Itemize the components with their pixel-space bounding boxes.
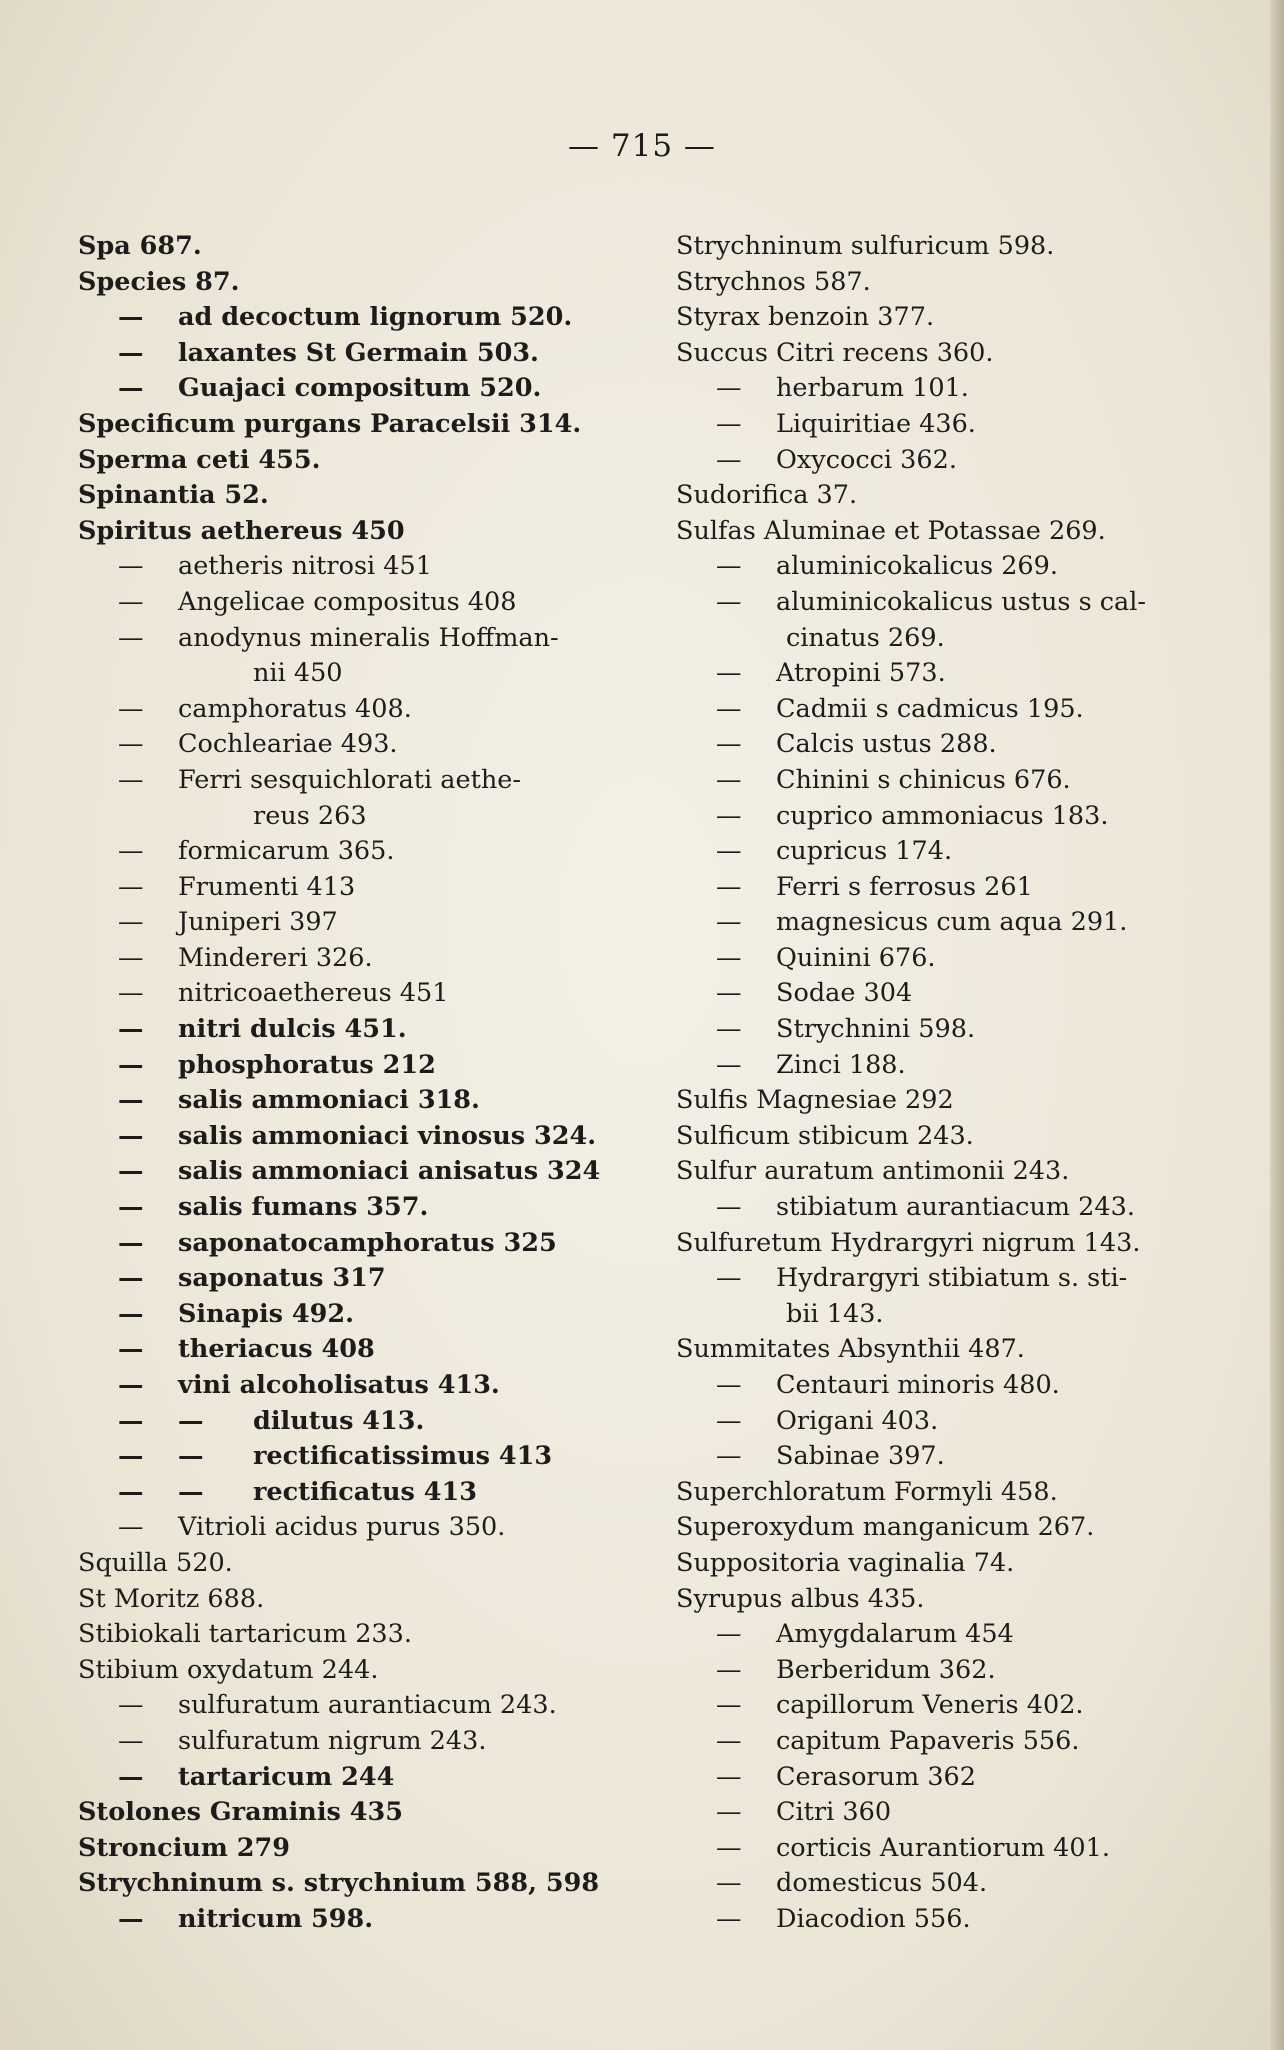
index-entry — [676, 799, 1216, 835]
index-entry-text: reus 263 — [253, 800, 367, 831]
ditto-dash: — — [178, 1405, 204, 1436]
index-entry-text: Sodae 304 — [776, 978, 913, 1009]
index-entry-text: Sudorifica 37. — [676, 480, 858, 511]
index-entry-text: Amygdalarum 454 — [776, 1619, 1014, 1650]
index-entry — [676, 1404, 1216, 1440]
index-entry-text: Syrupus albus 435. — [676, 1583, 925, 1614]
index-entry — [78, 443, 638, 479]
index-entry — [676, 1439, 1216, 1475]
ditto-dash: — — [716, 1049, 742, 1080]
index-entry — [676, 1831, 1216, 1867]
index-entry-text: Juniperi 397 — [178, 907, 338, 938]
ditto-dash: — — [716, 1441, 742, 1472]
index-entry-text: Guajaci compositum 520. — [178, 373, 542, 404]
ditto-dash: — — [118, 1903, 144, 1934]
index-entry-text: saponatocamphoratus 325 — [178, 1227, 557, 1258]
index-entry — [78, 1902, 638, 1938]
index-entry-text: salis ammoniaci vinosus 324. — [178, 1120, 597, 1151]
index-entry-text: Succus Citri recens 360. — [676, 337, 994, 368]
index-entry — [676, 1617, 1216, 1653]
ditto-dash: — — [118, 1405, 144, 1436]
index-entry-text: Species 87. — [78, 266, 240, 297]
index-entry-text: Quinini 676. — [776, 942, 936, 973]
index-entry-text: Squilla 520. — [78, 1547, 233, 1578]
index-entry-text: saponatus 317 — [178, 1263, 386, 1294]
ditto-dash: — — [716, 1370, 742, 1400]
index-entry — [676, 1083, 1216, 1119]
index-entry — [676, 1510, 1216, 1546]
ditto-dash: — — [118, 729, 144, 760]
index-entry — [78, 727, 638, 763]
ditto-dash: — — [716, 764, 742, 795]
index-entry — [78, 621, 638, 657]
index-entry — [78, 585, 638, 621]
index-entry-text: theriacus 408 — [178, 1334, 375, 1365]
ditto-dash: — — [118, 942, 144, 973]
index-entry — [78, 1261, 638, 1297]
index-entry-text: dilutus 413. — [253, 1405, 425, 1436]
index-entry-text: Spiritus aethereus 450 — [78, 515, 405, 546]
index-entry — [78, 1866, 638, 1902]
ditto-dash: — — [118, 836, 144, 867]
index-entry-text: Stolones Graminis 435 — [78, 1797, 403, 1828]
index-entry-text: laxantes St Germain 503. — [178, 337, 539, 368]
index-entry-text: camphoratus 408. — [178, 693, 412, 724]
index-entry-text: Sulfas Aluminae et Potassae 269. — [676, 515, 1106, 546]
ditto-dash: — — [118, 551, 144, 582]
index-entry-text: Superoxydum manganicum 267. — [676, 1512, 1095, 1543]
ditto-dash: — — [716, 444, 742, 475]
index-entry — [676, 1119, 1216, 1155]
index-entry-text: Sulfuretum Hydrargyri nigrum 143. — [676, 1227, 1141, 1258]
index-column-right — [676, 229, 1216, 1938]
index-entry-text: aluminicokalicus 269. — [776, 551, 1058, 582]
index-entry — [78, 514, 638, 550]
index-entry-text: Stroncium 279 — [78, 1832, 291, 1863]
index-entry — [78, 1332, 638, 1368]
ditto-dash: — — [118, 1725, 144, 1756]
index-entry — [676, 1332, 1216, 1368]
ditto-dash: — — [118, 1761, 144, 1792]
index-entry — [78, 1368, 638, 1404]
index-entry-text: rectificatus 413 — [253, 1476, 478, 1507]
ditto-dash: — — [716, 373, 742, 404]
index-entry-text: Summitates Absynthii 487. — [676, 1334, 1025, 1365]
index-entry — [78, 656, 638, 692]
index-entry-text: Sabinae 397. — [776, 1441, 945, 1472]
index-entry — [78, 1154, 638, 1190]
index-entry-text: Spinantia 52. — [78, 480, 269, 511]
ditto-dash: — — [118, 302, 144, 333]
index-entry-text: Angelicae compositus 408 — [178, 586, 517, 617]
ditto-dash: — — [118, 1370, 144, 1400]
ditto-dash: — — [716, 1619, 742, 1650]
ditto-dash: — — [118, 907, 144, 938]
ditto-dash: — — [716, 1797, 742, 1828]
index-entry — [78, 265, 638, 301]
index-entry-text: Oxycocci 362. — [776, 444, 957, 475]
index-entry-text: Specificum purgans Paracelsii 314. — [78, 408, 582, 439]
ditto-dash: — — [716, 586, 742, 617]
index-entry-text: Sulfis Magnesiae 292 — [676, 1085, 954, 1116]
index-entry — [676, 1261, 1216, 1297]
index-entry — [676, 443, 1216, 479]
index-entry-text: nii 450 — [253, 658, 343, 689]
index-entry — [78, 1012, 638, 1048]
index-entry — [676, 1902, 1216, 1938]
index-entry-text: phosphoratus 212 — [178, 1049, 436, 1080]
index-entry-text: ad decoctum lignorum 520. — [178, 302, 573, 333]
index-entry — [676, 514, 1216, 550]
index-entry — [78, 1510, 638, 1546]
ditto-dash: — — [178, 1476, 204, 1507]
index-entry — [676, 1724, 1216, 1760]
index-entry-text: corticis Aurantiorum 401. — [776, 1832, 1110, 1863]
index-entry — [78, 229, 638, 265]
index-entry-text: domesticus 504. — [776, 1868, 988, 1899]
index-entry-text: Stibium oxydatum 244. — [78, 1654, 379, 1685]
index-column-left — [78, 229, 638, 1938]
index-entry — [676, 976, 1216, 1012]
ditto-dash: — — [716, 1903, 742, 1934]
ditto-dash: — — [716, 907, 742, 938]
index-entry — [676, 1154, 1216, 1190]
index-entry-text: Calcis ustus 288. — [776, 729, 997, 760]
ditto-dash: — — [716, 658, 742, 689]
index-entry — [78, 1226, 638, 1262]
index-entry — [78, 1297, 638, 1333]
index-entry-text: Ferri sesquichlorati aethe- — [178, 764, 521, 795]
index-entry — [676, 585, 1216, 621]
ditto-dash: — — [716, 1405, 742, 1436]
ditto-dash: — — [716, 978, 742, 1009]
ditto-dash: — — [716, 1014, 742, 1045]
index-entry-text: Atropini 573. — [776, 658, 946, 689]
index-entry-text: Liquiritiae 436. — [776, 408, 976, 439]
ditto-dash: — — [716, 1192, 742, 1223]
ditto-dash: — — [716, 1725, 742, 1756]
index-entry-text: Chinini s chinicus 676. — [776, 764, 1071, 795]
index-entry — [78, 692, 638, 728]
index-entry-text: St Moritz 688. — [78, 1583, 265, 1614]
ditto-dash: — — [716, 408, 742, 439]
ditto-dash: — — [716, 1761, 742, 1792]
ditto-dash: — — [118, 1227, 144, 1258]
ditto-dash: — — [118, 978, 144, 1009]
index-entry — [676, 407, 1216, 443]
index-entry — [676, 727, 1216, 763]
index-entry-text: Hydrargyri stibiatum s. sti- — [776, 1263, 1128, 1294]
index-entry — [676, 1368, 1216, 1404]
index-entry — [676, 1475, 1216, 1511]
index-entry-text: Vitrioli acidus purus 350. — [178, 1512, 506, 1543]
index-entry — [78, 1760, 638, 1796]
index-entry — [676, 692, 1216, 728]
index-entry-text: Superchloratum Formyli 458. — [676, 1476, 1058, 1507]
ditto-dash: — — [118, 1476, 144, 1507]
index-entry-text: sulfuratum nigrum 243. — [178, 1725, 487, 1756]
index-entry-text: Strychninum sulfuricum 598. — [676, 231, 1055, 261]
index-entry — [676, 1297, 1216, 1333]
index-entry-text: Styrax benzoin 377. — [676, 302, 935, 333]
index-entry-text: vini alcoholisatus 413. — [178, 1370, 500, 1400]
ditto-dash: — — [118, 1085, 144, 1116]
index-entry — [78, 870, 638, 906]
index-entry — [78, 1404, 638, 1440]
index-entry — [78, 1439, 638, 1475]
index-entry — [676, 834, 1216, 870]
index-entry-text: formicarum 365. — [178, 836, 395, 867]
index-entry — [676, 1190, 1216, 1226]
index-entry-text: bii 143. — [786, 1298, 884, 1329]
ditto-dash: — — [118, 1690, 144, 1721]
index-entry — [78, 371, 638, 407]
index-entry-text: Berberidum 362. — [776, 1654, 996, 1685]
index-entry — [78, 1546, 638, 1582]
ditto-dash: — — [716, 729, 742, 760]
index-entry — [676, 1582, 1216, 1618]
ditto-dash: — — [716, 1690, 742, 1721]
index-entry — [78, 1653, 638, 1689]
index-entry — [676, 656, 1216, 692]
index-entry-text: Strychnos 587. — [676, 266, 871, 297]
ditto-dash: — — [118, 1441, 144, 1472]
index-entry — [78, 1119, 638, 1155]
index-entry-text: Strychnini 598. — [776, 1014, 976, 1045]
index-entry-text: herbarum 101. — [776, 373, 969, 404]
index-entry-text: cupricus 174. — [776, 836, 953, 867]
index-entry — [78, 976, 638, 1012]
index-entry — [676, 1653, 1216, 1689]
index-entry — [78, 1617, 638, 1653]
index-entry-text: rectificatissimus 413 — [253, 1441, 553, 1472]
index-entry — [676, 870, 1216, 906]
index-entry — [676, 1546, 1216, 1582]
ditto-dash: — — [118, 1334, 144, 1365]
index-entry — [78, 834, 638, 870]
index-entry — [78, 478, 638, 514]
index-entry — [78, 799, 638, 835]
index-entry — [676, 265, 1216, 301]
index-entry-text: nitricoaethereus 451 — [178, 978, 449, 1009]
ditto-dash: — — [118, 373, 144, 404]
index-entry-text: Cerasorum 362 — [776, 1761, 977, 1792]
index-entry — [676, 621, 1216, 657]
index-entry — [78, 1190, 638, 1226]
page-number: — 715 — — [568, 128, 716, 164]
index-entry — [78, 336, 638, 372]
index-entry — [676, 549, 1216, 585]
index-entry-text: stibiatum aurantiacum 243. — [776, 1192, 1135, 1223]
ditto-dash: — — [716, 1868, 742, 1899]
index-entry — [78, 763, 638, 799]
index-entry-text: Frumenti 413 — [178, 871, 356, 902]
index-entry-text: Suppositoria vaginalia 74. — [676, 1547, 1015, 1578]
index-entry-text: capitum Papaveris 556. — [776, 1725, 1080, 1756]
ditto-dash: — — [118, 871, 144, 902]
index-entry — [78, 941, 638, 977]
index-entry-text: Cadmii s cadmicus 195. — [776, 693, 1084, 724]
index-entry — [676, 763, 1216, 799]
index-entry-text: aluminicokalicus ustus s cal- — [776, 586, 1147, 617]
ditto-dash: — — [118, 1263, 144, 1294]
ditto-dash: — — [118, 337, 144, 368]
ditto-dash: — — [118, 586, 144, 617]
ditto-dash: — — [716, 1263, 742, 1294]
index-entry-text: salis fumans 357. — [178, 1192, 429, 1223]
index-entry — [78, 1048, 638, 1084]
index-entry — [78, 1475, 638, 1511]
index-entry-text: Centauri minoris 480. — [776, 1370, 1060, 1400]
index-entry-text: Origani 403. — [776, 1405, 939, 1436]
ditto-dash: — — [716, 871, 742, 902]
index-entry — [676, 1688, 1216, 1724]
index-entry — [676, 1226, 1216, 1262]
ditto-dash: — — [118, 764, 144, 795]
index-entry-text: capillorum Veneris 402. — [776, 1690, 1084, 1721]
index-entry — [676, 1795, 1216, 1831]
ditto-dash: — — [716, 800, 742, 831]
index-entry-text: aetheris nitrosi 451 — [178, 551, 432, 582]
index-entry-text: Sulfur auratum antimonii 243. — [676, 1156, 1070, 1187]
index-entry-text: cuprico ammoniacus 183. — [776, 800, 1109, 831]
ditto-dash: — — [118, 693, 144, 724]
index-entry-text: nitricum 598. — [178, 1903, 374, 1934]
index-entry-text: nitri dulcis 451. — [178, 1014, 407, 1045]
index-entry-text: Ferri s ferrosus 261 — [776, 871, 1033, 902]
index-entry-text: Sulficum stibicum 243. — [676, 1120, 974, 1151]
index-entry-text: Sperma ceti 455. — [78, 444, 321, 475]
index-entry-text: cinatus 269. — [786, 622, 945, 653]
index-entry — [676, 905, 1216, 941]
index-entry — [676, 1048, 1216, 1084]
index-entry-text: Mindereri 326. — [178, 942, 373, 973]
index-entry-text: salis ammoniaci 318. — [178, 1085, 480, 1116]
ditto-dash: — — [118, 1298, 144, 1329]
index-entry — [78, 1688, 638, 1724]
index-entry — [676, 1012, 1216, 1048]
ditto-dash: — — [118, 1156, 144, 1187]
index-entry — [676, 229, 1216, 265]
ditto-dash: — — [118, 1120, 144, 1151]
index-entry — [676, 1866, 1216, 1902]
index-entry-text: magnesicus cum aqua 291. — [776, 907, 1128, 938]
index-entry — [78, 407, 638, 443]
ditto-dash: — — [178, 1441, 204, 1472]
index-entry-text: Stibiokali tartaricum 233. — [78, 1619, 412, 1650]
index-entry — [78, 300, 638, 336]
index-entry — [78, 905, 638, 941]
index-entry-text: Strychninum s. strychnium 588, 598 — [78, 1868, 600, 1899]
ditto-dash: — — [716, 551, 742, 582]
index-entry — [78, 549, 638, 585]
ditto-dash: — — [118, 1014, 144, 1045]
index-entry-text: Spa 687. — [78, 231, 202, 261]
ditto-dash: — — [716, 836, 742, 867]
index-entry — [78, 1795, 638, 1831]
index-entry-text: sulfuratum aurantiacum 243. — [178, 1690, 557, 1721]
ditto-dash: — — [118, 1049, 144, 1080]
page-edge-shadow — [1270, 0, 1284, 2050]
ditto-dash: — — [716, 942, 742, 973]
ditto-dash: — — [118, 1512, 144, 1543]
ditto-dash: — — [716, 693, 742, 724]
index-entry — [676, 1760, 1216, 1796]
index-entry-text: tartaricum 244 — [178, 1761, 395, 1792]
ditto-dash: — — [118, 622, 144, 653]
ditto-dash: — — [118, 1192, 144, 1223]
index-entry — [676, 336, 1216, 372]
index-entry — [676, 371, 1216, 407]
index-entry — [78, 1831, 638, 1867]
index-entry-text: Cochleariae 493. — [178, 729, 398, 760]
index-entry-text: Sinapis 492. — [178, 1298, 355, 1329]
index-entry — [676, 300, 1216, 336]
index-entry — [676, 941, 1216, 977]
index-entry-text: salis ammoniaci anisatus 324 — [178, 1156, 601, 1187]
ditto-dash: — — [716, 1654, 742, 1685]
index-entry-text: Zinci 188. — [776, 1049, 906, 1080]
index-entry — [78, 1724, 638, 1760]
index-entry — [676, 478, 1216, 514]
ditto-dash: — — [716, 1832, 742, 1863]
index-entry-text: Citri 360 — [776, 1797, 892, 1828]
index-entry-text: anodynus mineralis Hoffman- — [178, 622, 559, 653]
index-entry — [78, 1582, 638, 1618]
index-entry-text: Diacodion 556. — [776, 1903, 971, 1934]
index-entry — [78, 1083, 638, 1119]
